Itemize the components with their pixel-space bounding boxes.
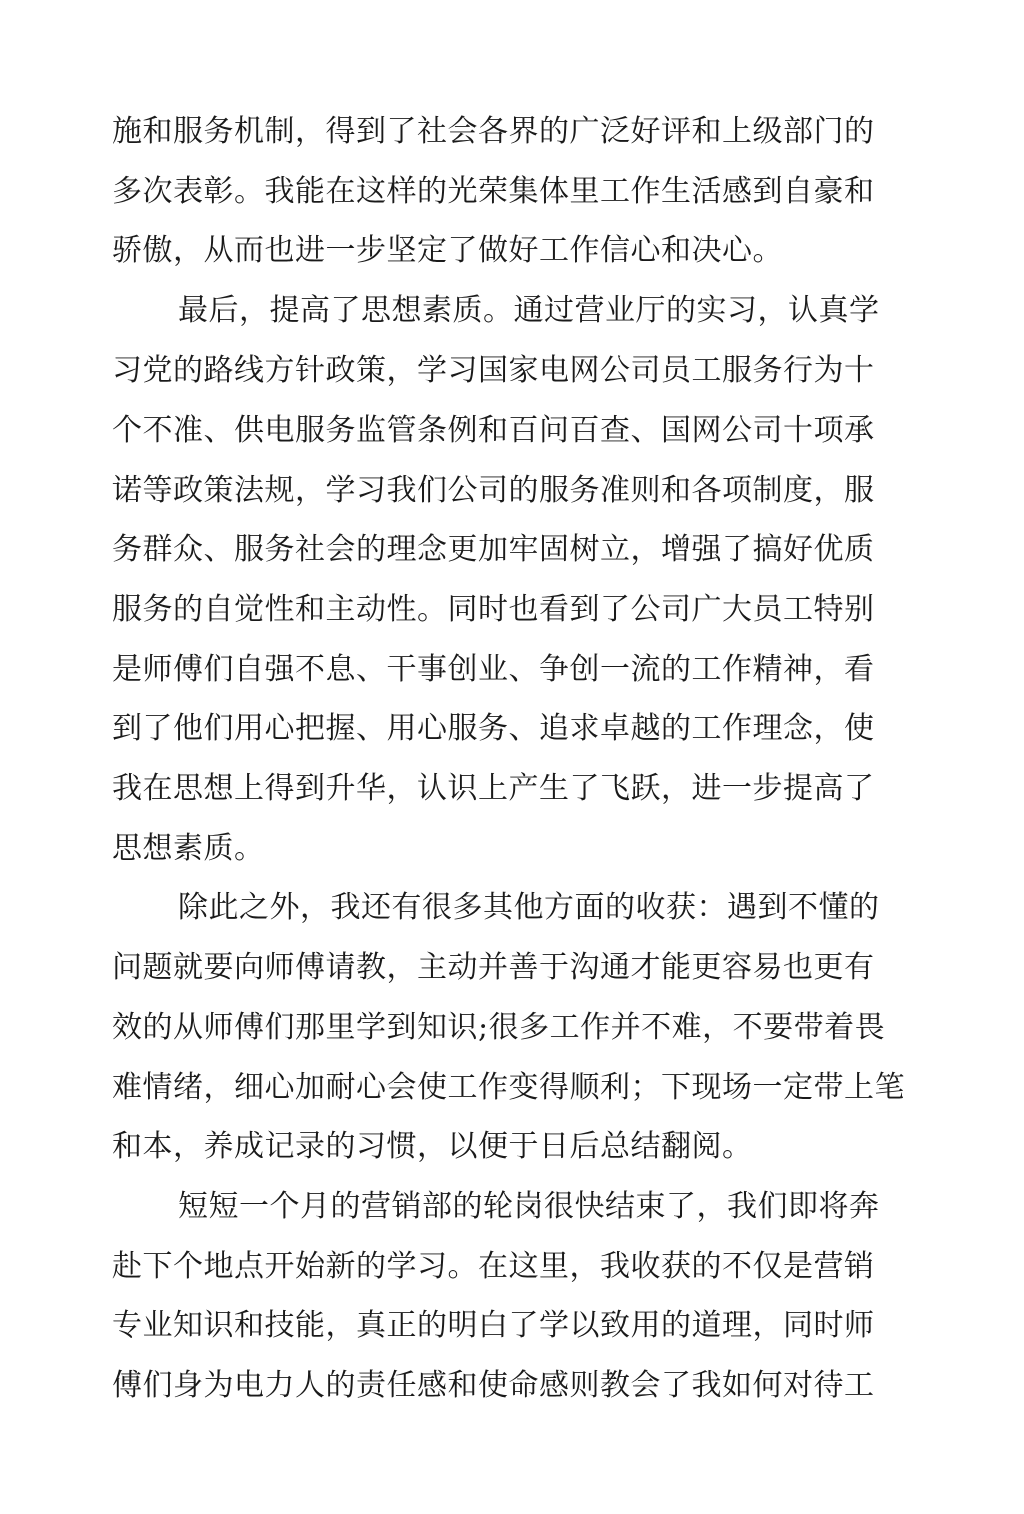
text-line: 思想素质。 bbox=[112, 831, 265, 866]
text-line: 施和服务机制，得到了社会各界的广泛好评和上级部门的 bbox=[112, 114, 875, 149]
text-line: 难情绪，细心加耐心会使工作变得顺利；下现场一定带上笔 bbox=[112, 1070, 905, 1105]
text-line: 效的从师傅们那里学到知识;很多工作并不难，不要带着畏 bbox=[112, 1010, 886, 1045]
text-line: 问题就要向师傅请教，主动并善于沟通才能更容易也更有 bbox=[112, 950, 875, 985]
text-line: 赴下个地点开始新的学习。在这里，我收获的不仅是营销 bbox=[112, 1249, 875, 1284]
text-line: 骄傲，从而也进一步坚定了做好工作信心和决心。 bbox=[112, 233, 783, 268]
text-line: 个不准、供电服务监管条例和百问百查、国网公司十项承 bbox=[112, 413, 875, 448]
text-line: 服务的自觉性和主动性。同时也看到了公司广大员工特别 bbox=[112, 592, 875, 627]
text-line: 和本，养成记录的习惯，以便于日后总结翻阅。 bbox=[112, 1129, 753, 1164]
text-line: 多次表彰。我能在这样的光荣集体里工作生活感到自豪和 bbox=[112, 174, 875, 209]
text-line: 务群众、服务社会的理念更加牢固树立，增强了搞好优质 bbox=[112, 532, 875, 567]
paragraph-first-line: 短短一个月的营销部的轮岗很快结束了，我们即将奔 bbox=[178, 1189, 880, 1224]
paragraph-first-line: 最后，提高了思想素质。通过营业厅的实习，认真学 bbox=[178, 293, 880, 328]
text-line: 是师傅们自强不息、干事创业、争创一流的工作精神，看 bbox=[112, 652, 875, 687]
text-line: 专业知识和技能，真正的明白了学以致用的道理，同时师 bbox=[112, 1308, 875, 1343]
text-line: 习党的路线方针政策，学习国家电网公司员工服务行为十 bbox=[112, 353, 875, 388]
text-line: 傅们身为电力人的责任感和使命感则教会了我如何对待工 bbox=[112, 1368, 875, 1403]
text-line: 我在思想上得到升华，认识上产生了飞跃，进一步提高了 bbox=[112, 771, 875, 806]
paragraph-first-line: 除此之外，我还有很多其他方面的收获：遇到不懂的 bbox=[178, 890, 880, 925]
text-line: 诺等政策法规，学习我们公司的服务准则和各项制度，服 bbox=[112, 473, 875, 508]
text-line: 到了他们用心把握、用心服务、追求卓越的工作理念，使 bbox=[112, 711, 875, 746]
